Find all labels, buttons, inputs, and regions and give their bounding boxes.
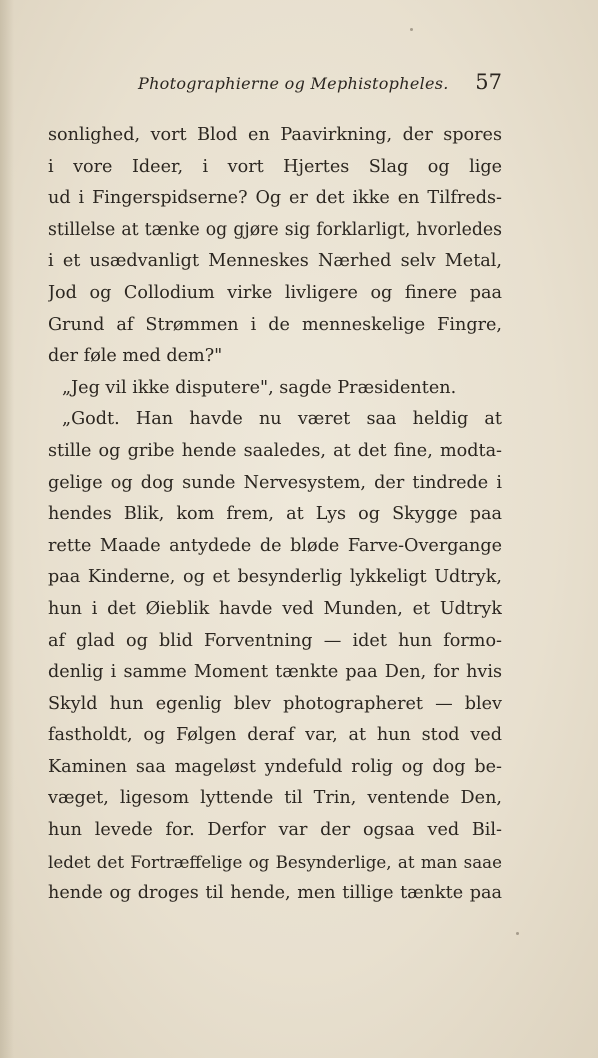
text-line: af glad og blid Forventning — idet hun formo- [48, 630, 502, 651]
text-line: Kaminen saa mageløst yndefuld rolig og dog be- [48, 756, 502, 777]
text-line: sonlighed, vort Blod en Paavirkning, der spores [48, 125, 502, 145]
text-line: hun i det Øieblik havde ved Munden, et Udtryk [48, 598, 502, 619]
text-line: gelige og dog sunde Nervesystem, der tindrede i [48, 472, 502, 493]
page-number: 57 [475, 70, 502, 94]
paper-speck [516, 932, 519, 935]
text-line: i vore Ideer, i vort Hjertes Slag og lige [48, 156, 502, 177]
text-line: Skyld hun egenlig blev photographeret — blev [48, 693, 502, 714]
text-line: fastholdt, og Følgen deraf var, at hun stod ved [48, 725, 502, 746]
running-title: Photographierne og Mephistopheles. [138, 74, 449, 93]
text-line: rette Maade antydede de bløde Farve-Overgange [48, 535, 502, 556]
text-line: hende og droges til hende, men tillige tænkte paa [48, 883, 502, 904]
text-line: væget, ligesom lyttende til Trin, ventende Den, [48, 788, 502, 809]
page-gutter-shadow [0, 0, 14, 1058]
text-line: denlig i samme Moment tænkte paa Den, for hvis [48, 662, 502, 683]
text-line: ledet det Fortræffelige og Besynderlige, at man saae [48, 851, 502, 872]
text-line: paa Kinderne, og et besynderlig lykkeligt Udtryk, [48, 567, 502, 588]
text-line: Jod og Collodium virke livligere og finere paa [48, 282, 502, 303]
text-line: stillelse at tænke og gjøre sig forklarligt, hvorledes [48, 219, 502, 240]
text-line: Grund af Strømmen i de menneskelige Fingre, [48, 314, 502, 335]
text-line: „Jeg vil ikke disputere", sagde Præsidenten. [62, 377, 457, 398]
body-text [48, 120, 502, 910]
text-line: stille og gribe hende saaledes, at det fine, modta- [48, 440, 502, 461]
text-line: ud i Fingerspidserne? Og er det ikke en Tilfreds- [48, 188, 502, 209]
text-line: „Godt. Han havde nu været saa heldig at [62, 409, 502, 430]
paper-speck [410, 28, 413, 31]
running-head [50, 70, 502, 100]
text-line: hun levede for. Derfor var der ogsaa ved Bil- [48, 820, 502, 841]
text-line: i et usædvanligt Menneskes Nærhed selv Metal, [48, 251, 502, 272]
text-line: der føle med dem?" [48, 346, 223, 367]
text-line: hendes Blik, kom frem, at Lys og Skygge paa [48, 504, 502, 525]
